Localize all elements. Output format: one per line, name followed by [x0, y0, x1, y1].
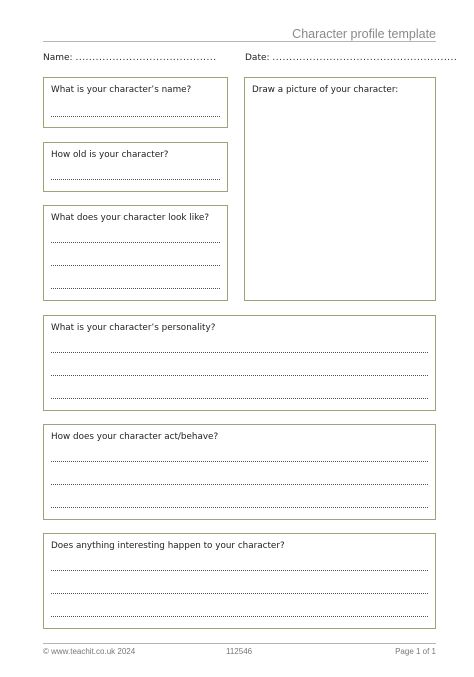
- date-label: Date:: [245, 53, 270, 63]
- title-divider: [43, 41, 436, 42]
- answer-line[interactable]: [51, 242, 220, 243]
- question-box-personality[interactable]: [43, 315, 436, 411]
- question-box-name[interactable]: [43, 77, 228, 128]
- question-label: What does your character look like?: [51, 213, 210, 223]
- answer-line[interactable]: [51, 179, 220, 180]
- name-dots: ..........................................: [75, 53, 217, 63]
- question-label: What is your character’s name?: [51, 85, 192, 95]
- footer-page-number: Page 1 of 1: [395, 647, 436, 656]
- answer-line[interactable]: [51, 570, 428, 571]
- question-label: Does anything interesting happen to your character?: [51, 541, 285, 551]
- answer-line[interactable]: [51, 288, 220, 289]
- page-title: Character profile template: [292, 27, 436, 41]
- footer-copyright: © www.teachit.co.uk 2024: [43, 647, 136, 656]
- name-field[interactable]: [43, 53, 233, 63]
- question-label: What is your character’s personality?: [51, 323, 216, 333]
- date-dots: .......................................................: [272, 53, 458, 63]
- answer-line[interactable]: [51, 375, 428, 376]
- name-label: Name:: [43, 53, 73, 63]
- footer-divider: [43, 643, 436, 644]
- question-box-behaviour[interactable]: [43, 424, 436, 520]
- answer-line[interactable]: [51, 116, 220, 117]
- footer-code: 112546: [226, 647, 253, 656]
- answer-line[interactable]: [51, 265, 220, 266]
- question-box-appearance[interactable]: [43, 205, 228, 301]
- answer-line[interactable]: [51, 616, 428, 617]
- question-box-age[interactable]: [43, 142, 228, 192]
- answer-line[interactable]: [51, 352, 428, 353]
- answer-line[interactable]: [51, 507, 428, 508]
- question-box-events[interactable]: [43, 533, 436, 629]
- answer-line[interactable]: [51, 398, 428, 399]
- date-field[interactable]: [245, 53, 458, 63]
- answer-line[interactable]: [51, 593, 428, 594]
- answer-line[interactable]: [51, 484, 428, 485]
- question-label: How old is your character?: [51, 150, 169, 160]
- picture-label: Draw a picture of your character:: [252, 85, 399, 95]
- picture-box[interactable]: [244, 77, 436, 301]
- answer-line[interactable]: [51, 461, 428, 462]
- question-label: How does your character act/behave?: [51, 432, 219, 442]
